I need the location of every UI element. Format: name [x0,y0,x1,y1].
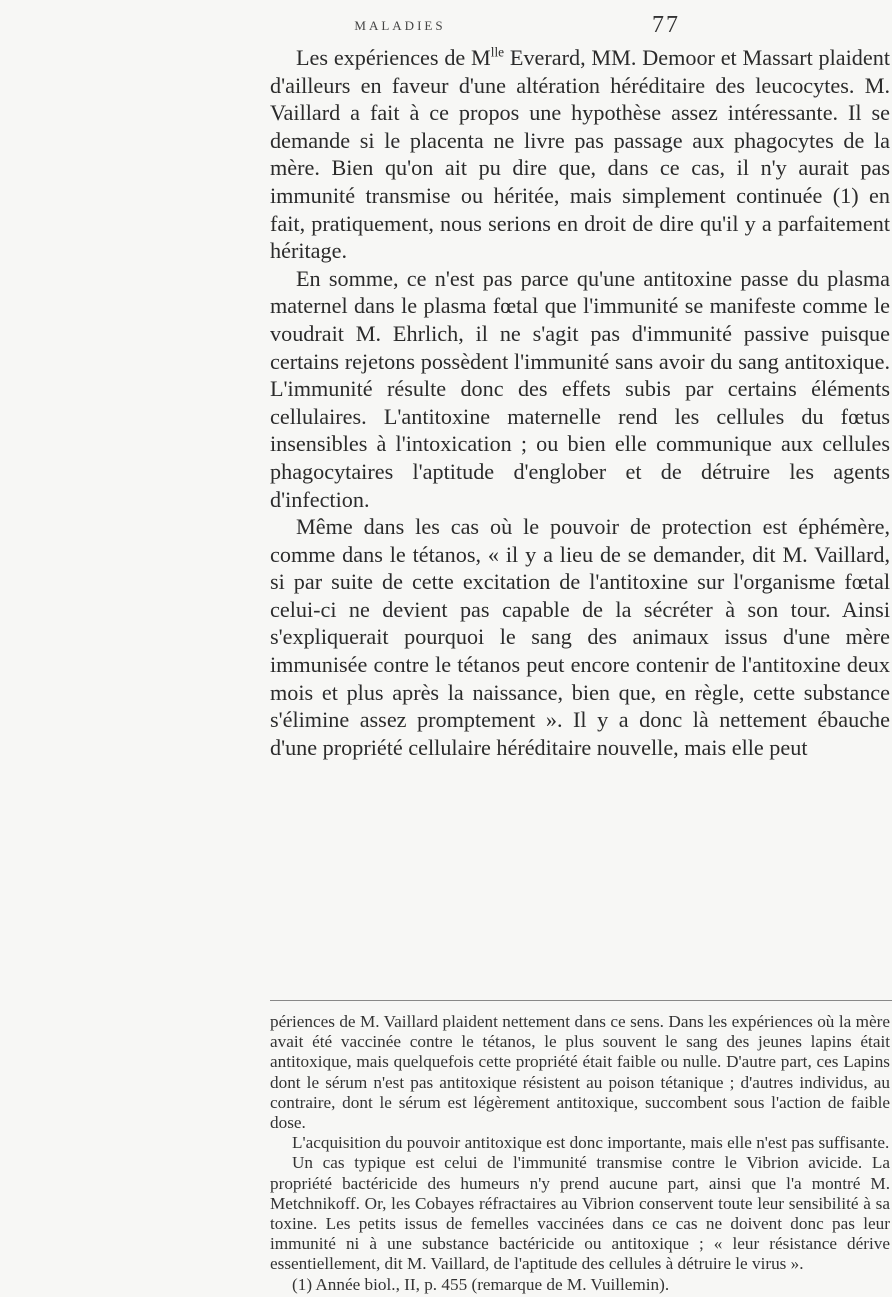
footnote-continuation: périences de M. Vaillard plaident nettement dans ce sens. Dans les expériences où la mère avait été vaccinée contre le tétanos, le plus souvent le sang des jeunes lapins était antitoxique, mais quelquefois cette propriété était faible ou nulle. D'autre part, ces Lapins dont le sérum n'est pas antitoxique résistent au poison tétanique ; d'autres individus, au contraire, dont le sérum est légèrement antitoxique, succombent sous l'action de faible dose. [270,1012,890,1133]
paragraph-1: Les expériences de $M^{lle}$ Everard, MM. Demoor et Massart plaident d'ailleurs en faveur d'une altération héréditaire des leucocytes. M. Vaillard a fait à ce propos une hypothèse assez intéressante. Il se demande si le placenta ne livre pas passage aux phagocytes de la mère. Bien qu'on ait pu dire que, dans ce cas, il n'y aurait pas immunité transmise ou héritée, mais simplement continuée (1) en fait, pratiquement, nous serions en droit de dire qu'il y a parfaitement héritage. [270,44,891,264]
mademoiselle-superscript: lle [490,44,505,60]
main-text [270,44,890,761]
running-head: MALADIES [354,18,446,33]
footnote-divider [270,1000,892,1001]
paragraph-3: Même dans les cas où le pouvoir de protection est éphémère, comme dans le tétanos, « il y a lieu de se demander, dit M. Vaillard, si par suite de cette excitation de l'antitoxine sur l'organisme fœtal celui-ci ne devient pas capable de la sécréter à son tour. Ainsi s'expliquerait pourquoi le sang des animaux issus d'une mère immunisée contre le tétanos peut encore contenir de l'antitoxine deux mois et plus après la naissance, bien que, en règle, cette substance s'élimine assez promptement ». Il y a donc là nettement ébauche d'une propriété cellulaire héréditaire nouvelle, mais elle peut [270,514,890,760]
footnote-paragraph: Un cas typique est celui de l'immunité transmise contre le Vibrion avicide. La propriété bactéricide des humeurs n'y prend aucune part, ainsi que l'a montré M. Metchnikoff. Or, les Cobayes réfractaires au Vibrion conservent toute leur sensibilité à sa toxine. Les petits issus de femelles vaccinées dans ce cas ne doivent donc pas leur immunité ni à une substance bactéricide ou antitoxique ; « leur résistance dérive essentiellement, dit M. Vaillard, de l'aptitude des cellules à détruire le virus ». [270,1153,890,1274]
footnote-reference: (1) Année biol., II, p. 455 (remarque de M. Vuillemin). [292,1274,670,1294]
footnotes [270,1012,890,1295]
paragraph-2: En somme, ce n'est pas parce qu'une antitoxine passe du plasma maternel dans le plasma fœtal que l'immunité se manifeste comme le voudrait M. Ehrlich, il ne s'agit pas d'immunité passive puisque certains rejetons possèdent l'immunité sans avoir du sang antitoxique. L'immunité résulte donc des effets subis par certains éléments cellulaires. L'antitoxine maternelle rend les cellules du fœtus insensibles à l'intoxication ; ou bien elle communique aux cellules phagocytaires l'aptitude d'englober et de détruire les agents d'infection. [270,265,890,512]
footnote-paragraph: L'acquisition du pouvoir antitoxique est donc importante, mais elle n'est pas suffisante. [292,1133,890,1153]
page-number: 77 [652,12,680,38]
